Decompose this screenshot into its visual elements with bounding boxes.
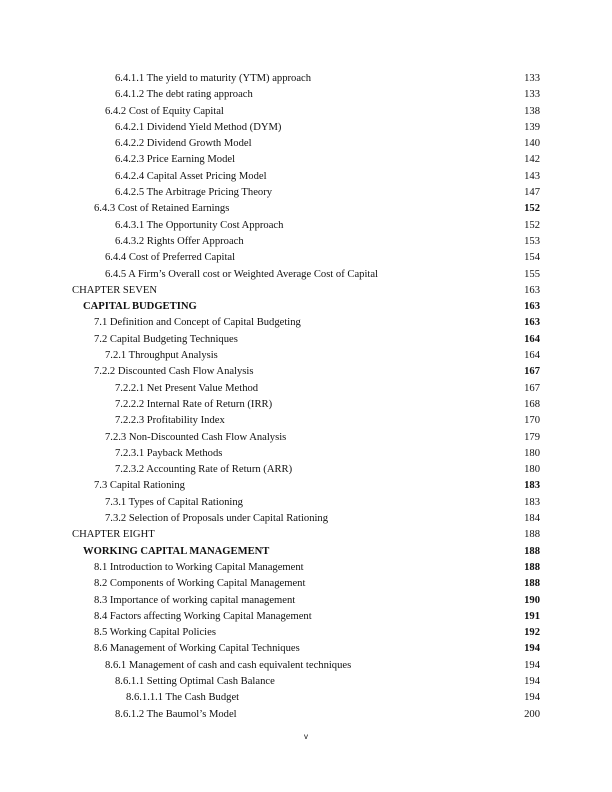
toc-entry[interactable] xyxy=(0,658,612,674)
toc-entry[interactable] xyxy=(0,462,612,478)
toc-entry-page: 164 xyxy=(524,333,540,345)
toc-entry-page: 143 xyxy=(524,170,540,182)
toc-entry-page: 152 xyxy=(524,203,540,215)
toc-entry[interactable] xyxy=(0,250,612,266)
toc-entry-title: 6.4.2.5 The Arbitrage Pricing Theory xyxy=(115,187,273,199)
toc-entry[interactable] xyxy=(0,430,612,446)
toc-entry[interactable] xyxy=(0,332,612,348)
toc-entry[interactable] xyxy=(0,299,612,315)
toc-entry[interactable] xyxy=(0,495,612,511)
toc-entry-title: 8.6.1 Management of cash and cash equivalent techniques xyxy=(105,659,352,671)
toc-entry-page: 184 xyxy=(524,513,540,525)
toc-entry-title: 8.6.1.1.1 The Cash Budget xyxy=(126,692,240,704)
toc-entry[interactable] xyxy=(0,87,612,103)
toc-entry-page: 194 xyxy=(524,675,540,687)
toc-entry[interactable] xyxy=(0,267,612,283)
toc-entry[interactable] xyxy=(0,71,612,87)
toc-entry-page: 194 xyxy=(524,643,540,655)
page-number: v xyxy=(304,732,308,741)
toc-entry-page: 180 xyxy=(524,464,540,476)
toc-entry[interactable] xyxy=(0,152,612,168)
toc-entry[interactable] xyxy=(0,690,612,706)
toc-entry-page: 183 xyxy=(524,480,540,492)
toc-entry-page: 200 xyxy=(524,708,540,720)
toc-entry-title: 8.2 Components of Working Capital Management xyxy=(94,578,306,590)
toc-entry-title: 8.6.1.2 The Baumol’s Model xyxy=(115,708,237,720)
toc-entry-title: WORKING CAPITAL MANAGEMENT xyxy=(83,545,270,557)
toc-entry[interactable] xyxy=(0,576,612,592)
toc-entry[interactable] xyxy=(0,625,612,641)
toc-entry-page: 133 xyxy=(524,73,540,84)
toc-entry-page: 188 xyxy=(524,545,540,557)
toc-entry-title: 8.5 Working Capital Policies xyxy=(94,627,216,639)
toc-entry[interactable] xyxy=(0,185,612,201)
toc-entry-page: 192 xyxy=(524,627,540,639)
toc-entry-page: 194 xyxy=(524,692,540,704)
toc-entry-title: 7.2.3.1 Payback Methods xyxy=(115,447,223,459)
toc-entry[interactable] xyxy=(0,511,612,527)
toc-entry-page: 147 xyxy=(524,187,540,199)
toc-entry-title: CAPITAL BUDGETING xyxy=(83,301,197,313)
toc-entry[interactable] xyxy=(0,478,612,494)
toc-entry-page: 163 xyxy=(524,301,540,313)
toc-entry[interactable] xyxy=(0,364,612,380)
toc-entry-title: 8.3 Importance of working capital management xyxy=(94,594,296,606)
toc-entry[interactable] xyxy=(0,169,612,185)
toc-entry-title: 8.6.1.1 Setting Optimal Cash Balance xyxy=(115,675,275,687)
toc-entry[interactable] xyxy=(0,593,612,609)
toc-entry-title: 7.2.2.1 Net Present Value Method xyxy=(115,382,259,394)
toc-entry[interactable] xyxy=(0,381,612,397)
toc-entry-title: 7.2.2 Discounted Cash Flow Analysis xyxy=(94,366,254,378)
toc-entry[interactable] xyxy=(0,609,612,625)
toc-entry-page: 138 xyxy=(524,105,540,117)
toc-entry-title: 7.2 Capital Budgeting Techniques xyxy=(94,333,238,345)
toc-entry-page: 167 xyxy=(524,366,540,378)
toc-entry-page: 133 xyxy=(524,89,540,101)
toc-entry-page: 153 xyxy=(524,235,540,247)
toc-entry[interactable] xyxy=(0,120,612,136)
toc-entry-page: 163 xyxy=(524,317,540,329)
toc-entry[interactable] xyxy=(0,397,612,413)
toc-entry-title: 6.4.3.1 The Opportunity Cost Approach xyxy=(115,219,284,231)
toc-entry-title: 6.4.2.4 Capital Asset Pricing Model xyxy=(115,170,267,182)
toc-entry-title: 6.4.2.3 Price Earning Model xyxy=(115,154,236,166)
toc-entry-page: 168 xyxy=(524,398,540,410)
toc-entry-title: 7.2.2.3 Profitability Index xyxy=(115,415,225,427)
toc-entry-title: 7.2.2.2 Internal Rate of Return (IRR) xyxy=(115,398,273,410)
toc-entry-title: 6.4.2.2 Dividend Growth Model xyxy=(115,138,252,150)
toc-entry[interactable] xyxy=(0,560,612,576)
toc-entry-title: 6.4.3.2 Rights Offer Approach xyxy=(115,235,244,247)
toc-entry-page: 188 xyxy=(524,529,540,541)
toc-entry[interactable] xyxy=(0,674,612,690)
toc-entry-page: 191 xyxy=(524,610,540,622)
toc-entry-title: 7.1 Definition and Concept of Capital Budgeting xyxy=(94,317,301,329)
toc-entry-title: 6.4.4 Cost of Preferred Capital xyxy=(105,252,236,264)
toc-entry[interactable] xyxy=(0,527,612,543)
toc-entry[interactable] xyxy=(0,413,612,429)
toc-entry-title: 6.4.2 Cost of Equity Capital xyxy=(105,105,224,117)
toc-entry[interactable] xyxy=(0,641,612,657)
toc-entry[interactable] xyxy=(0,104,612,120)
toc-entry-title: 7.2.1 Throughput Analysis xyxy=(105,350,218,362)
toc-entry-page: 152 xyxy=(524,219,540,231)
toc-entry-page: 183 xyxy=(524,496,540,508)
toc-entry-title: 6.4.2.1 Dividend Yield Method (DYM) xyxy=(115,121,282,133)
toc-entry-page: 188 xyxy=(524,561,540,573)
toc-entry[interactable] xyxy=(0,283,612,299)
table-of-contents xyxy=(0,71,612,723)
toc-entry[interactable] xyxy=(0,348,612,364)
toc-entry-title: 6.4.5 A Firm’s Overall cost or Weighted Average Cost of Capital xyxy=(105,268,378,280)
toc-entry[interactable] xyxy=(0,544,612,560)
toc-entry-page: 142 xyxy=(524,154,540,166)
toc-entry[interactable] xyxy=(0,707,612,723)
toc-entry-title: 6.4.1.2 The debt rating approach xyxy=(115,89,253,101)
toc-entry-page: 180 xyxy=(524,447,540,459)
toc-entry-title: 8.6 Management of Working Capital Techniques xyxy=(94,643,300,655)
toc-entry-title: 7.3.2 Selection of Proposals under Capital Rationing xyxy=(105,513,329,525)
toc-entry[interactable] xyxy=(0,446,612,462)
toc-entry-title: CHAPTER SEVEN xyxy=(72,284,158,296)
toc-entry[interactable] xyxy=(0,218,612,234)
toc-entry-page: 190 xyxy=(524,594,540,606)
toc-entry-title: 7.2.3.2 Accounting Rate of Return (ARR) xyxy=(115,464,293,476)
toc-entry-page: 155 xyxy=(524,268,540,280)
toc-entry-title: 7.3 Capital Rationing xyxy=(94,480,185,492)
toc-entry-page: 154 xyxy=(524,252,540,264)
toc-entry-title: 6.4.1.1 The yield to maturity (YTM) approach xyxy=(115,73,312,84)
toc-entry-title: 6.4.3 Cost of Retained Earnings xyxy=(94,203,230,215)
toc-entry-page: 139 xyxy=(524,121,540,133)
toc-entry-page: 188 xyxy=(524,578,540,590)
toc-entry-title: CHAPTER EIGHT xyxy=(72,529,155,541)
toc-entry[interactable] xyxy=(0,315,612,331)
toc-entry-title: 7.3.1 Types of Capital Rationing xyxy=(105,496,243,508)
toc-entry-title: 8.1 Introduction to Working Capital Management xyxy=(94,561,304,573)
toc-entry-page: 140 xyxy=(524,138,540,150)
toc-entry-page: 194 xyxy=(524,659,540,671)
toc-entry-page: 179 xyxy=(524,431,540,443)
toc-entry[interactable] xyxy=(0,201,612,217)
toc-entry-title: 8.4 Factors affecting Working Capital Management xyxy=(94,610,312,622)
toc-entry-page: 167 xyxy=(524,382,540,394)
toc-entry[interactable] xyxy=(0,136,612,152)
toc-entry-page: 170 xyxy=(524,415,540,427)
toc-entry[interactable] xyxy=(0,234,612,250)
toc-entry-page: 164 xyxy=(524,350,540,362)
toc-entry-title: 7.2.3 Non-Discounted Cash Flow Analysis xyxy=(105,431,287,443)
toc-entry-page: 163 xyxy=(524,284,540,296)
